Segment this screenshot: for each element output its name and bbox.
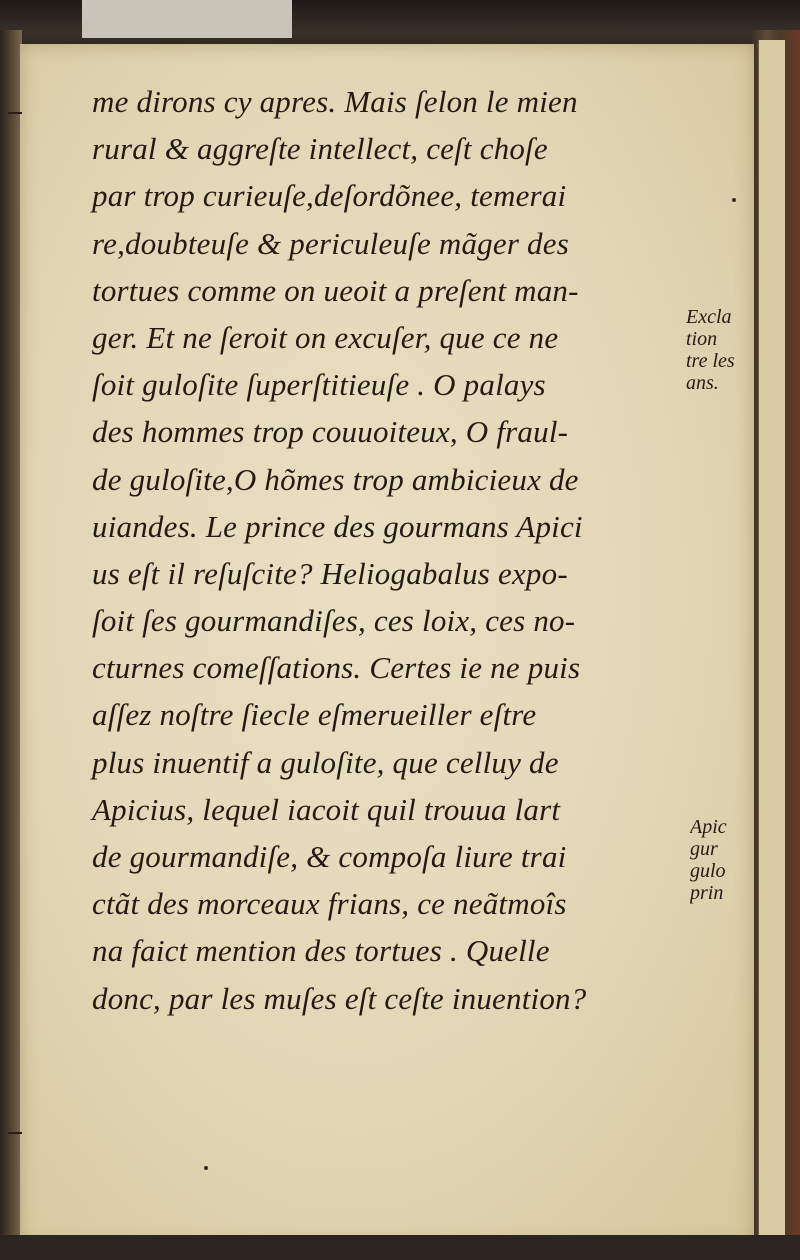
ink-speck <box>204 1166 208 1170</box>
text-line: na faict mention des tortues . Quelle <box>92 933 550 969</box>
margin-note-line: gur <box>690 838 718 860</box>
text-line: cturnes comeſſations. Certes ie ne puis <box>92 650 581 686</box>
text-line: plus inuentif a guloſite, que celluy de <box>92 744 559 780</box>
text-line: aſſez noſtre ſiecle eſmerueiller eſtre <box>92 697 537 733</box>
edge-mark <box>8 112 22 114</box>
adjacent-page-strip <box>758 40 785 1240</box>
text-line: de gourmandiſe, & compoſa liure trai <box>92 839 567 874</box>
margin-note-line: gulo <box>690 860 726 882</box>
text-line: uiandes. Le prince des gourmans Apici <box>92 508 583 544</box>
text-line: ſoit ſes gourmandiſes, ces loix, ces no- <box>92 603 576 639</box>
text-line: ctãt des morceaux frians, ce neãtmoîs <box>92 886 567 922</box>
margin-note-apicius <box>690 816 758 904</box>
margin-note-exclamation <box>686 306 756 394</box>
text-line: ſoit guloſite ſuperſtitieuſe . O palays <box>92 367 546 403</box>
margin-note-line: prin <box>690 882 724 904</box>
text-line: re,doubteuſe & periculeuſe mãger des <box>92 225 569 261</box>
text-line: us eſt il reſuſcite? Heliogabalus expo- <box>92 555 568 591</box>
margin-note-line: tion <box>686 328 718 350</box>
main-text <box>92 78 692 1022</box>
margin-note-line: Excla <box>686 306 732 328</box>
bottom-edge <box>0 1235 800 1260</box>
ink-speck <box>732 198 736 202</box>
paper-tab <box>82 0 292 38</box>
edge-mark <box>8 1132 22 1134</box>
text-line: Apicius, lequel iacoit quil trouua lart <box>92 791 561 827</box>
text-line: tortues comme on ueoit a preſent man- <box>92 272 579 308</box>
margin-note-line: Apic <box>690 816 727 838</box>
text-line: des hommes trop couuoiteux, O fraul- <box>92 414 569 450</box>
text-line: de guloſite,O hõmes trop ambicieux de <box>92 461 579 497</box>
binding-edge <box>0 30 22 1260</box>
margin-note-line: tre les <box>686 350 735 372</box>
text-line: rural & aggreſte intellect, ceſt choſe <box>92 131 548 167</box>
text-line: me dirons cy apres. Mais ſelon le mien <box>92 84 578 119</box>
text-line: donc, par les muſes eſt ceſte inuention? <box>92 980 587 1016</box>
margin-note-line: ans. <box>686 372 719 394</box>
text-line: par trop curieuſe,deſordõnee, temerai <box>92 178 567 214</box>
text-line: ger. Et ne ſeroit on excuſer, que ce ne <box>92 319 559 355</box>
